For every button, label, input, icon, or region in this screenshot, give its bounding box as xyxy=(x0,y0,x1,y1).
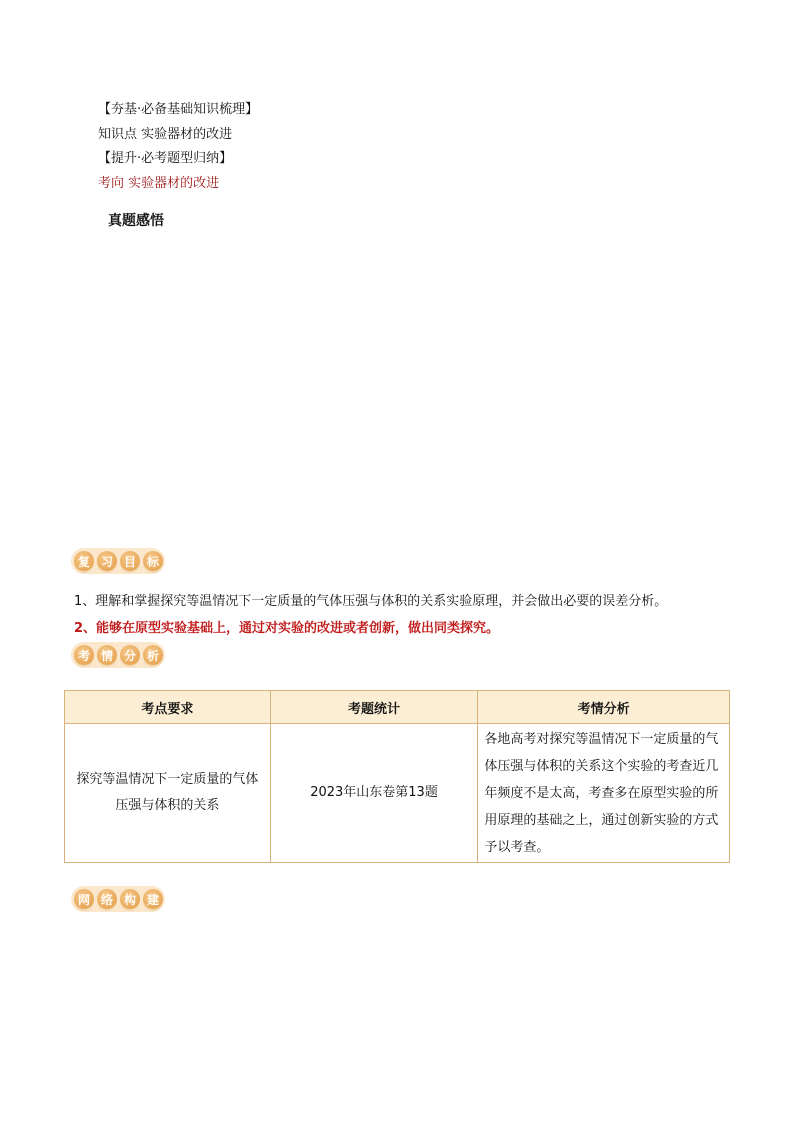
badge-char: 析 xyxy=(143,645,163,665)
badge-review-goals xyxy=(74,551,166,577)
badge-char: 目 xyxy=(120,551,140,571)
exam-analysis-table xyxy=(64,690,730,863)
badge-char: 络 xyxy=(97,889,117,909)
badge-char: 网 xyxy=(74,889,94,909)
badge-char: 情 xyxy=(97,645,117,665)
goal-item-1: 1、理解和掌握探究等温情况下一定质量的气体压强与体积的关系实验原理，并会做出必要的误差分析。 xyxy=(74,594,668,609)
goal-item-2: 2、能够在原型实验基础上，通过对实验的改进或者创新，做出同类探究。 xyxy=(74,621,500,636)
cell-requirement: 探究等温情况下一定质量的气体压强与体积的关系 xyxy=(65,724,271,863)
toc-line-knowledge[interactable]: 知识点 实验器材的改进 xyxy=(98,126,233,142)
badge-char: 构 xyxy=(120,889,140,909)
badge-char: 标 xyxy=(143,551,163,571)
column-header: 考题统计 xyxy=(270,691,478,724)
table-of-contents xyxy=(98,98,258,196)
badge-char: 考 xyxy=(74,645,94,665)
toc-line-basics[interactable]: 【夯基·必备基础知识梳理】 xyxy=(98,102,259,117)
badge-char: 复 xyxy=(74,551,94,571)
badge-char: 分 xyxy=(120,645,140,665)
table-row xyxy=(65,724,730,863)
cell-analysis: 各地高考对探究等温情况下一定质量的气体压强与体积的关系这个实验的考查近几年频度不是太高，考查多在原型实验的所用原理的基础之上，通过创新实验的方式予以考查。 xyxy=(478,724,730,863)
cell-statistics: 2023年山东卷第13题 xyxy=(270,724,478,863)
badge-char: 建 xyxy=(143,889,163,909)
table-header-row xyxy=(65,691,730,724)
badge-exam-analysis xyxy=(74,645,166,671)
toc-line-advance[interactable]: 【提升·必考题型归纳】 xyxy=(98,151,233,166)
badge-char: 习 xyxy=(97,551,117,571)
column-header: 考情分析 xyxy=(478,691,730,724)
column-header: 考点要求 xyxy=(65,691,271,724)
toc-line-direction[interactable]: 考向 实验器材的改进 xyxy=(98,175,220,191)
badge-network xyxy=(74,889,166,915)
section-title-zhenti: 真题感悟 xyxy=(108,213,164,229)
